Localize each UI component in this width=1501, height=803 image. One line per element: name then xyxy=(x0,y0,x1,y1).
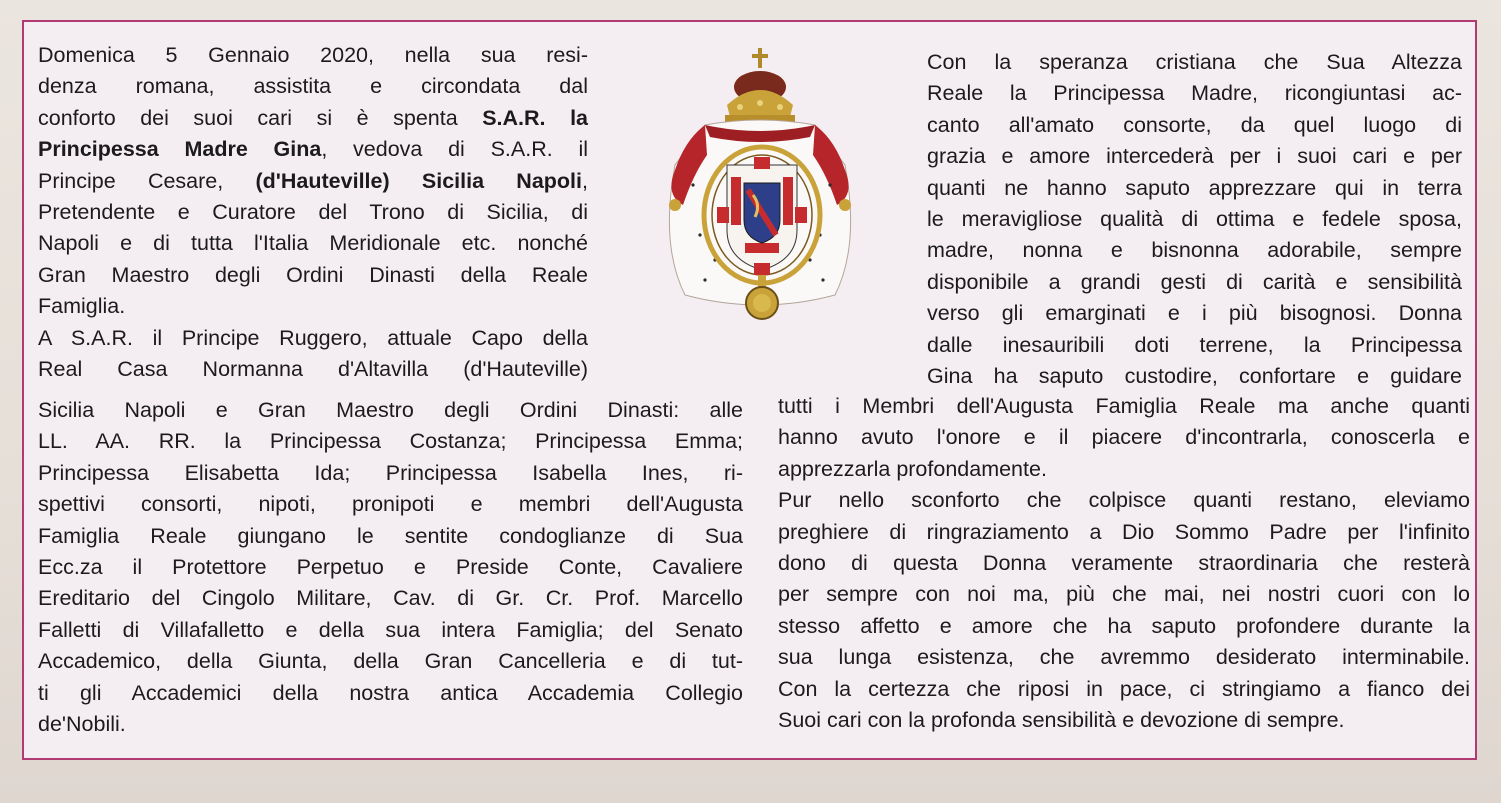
text-line: preghiere di ringraziamento a Dio Sommo Padre per l'infinito xyxy=(778,519,1470,544)
deceased-name: Principessa Madre Gina xyxy=(38,137,322,162)
text-line: Principessa Elisabetta Ida; Principessa Isabella Ines, ri- xyxy=(38,460,743,485)
text-line: spettivi consorti, nipoti, pronipoti e membri dell'Augusta xyxy=(38,492,743,517)
text-line: Sicilia Napoli e Gran Maestro degli Ordini Dinasti: alle xyxy=(38,398,743,422)
text-line: dono di questa Donna veramente straordinaria che resterà xyxy=(778,551,1470,576)
text-line: Famiglia Reale giungano le sentite condoglianze di Sua xyxy=(38,523,743,548)
right-column-text xyxy=(927,47,1462,392)
text-line: Pretendente e Curatore del Trono di Sicilia, di xyxy=(38,200,588,225)
text-line: stesso affetto e amore che ha saputo profondere durante la xyxy=(778,613,1470,638)
text-line: Gran Maestro degli Ordini Dinasti della Reale xyxy=(38,262,588,287)
text-line: LL. AA. RR. la Principessa Costanza; Principessa Emma; xyxy=(38,429,743,454)
text-line: Falletti di Villafalletto e della sua intera Famiglia; del Senato xyxy=(38,617,743,642)
text-line: grazia e amore intercederà per i suoi cari e per xyxy=(927,144,1462,169)
text-line: verso gli emarginati e i più bisognosi. Donna xyxy=(927,301,1462,326)
text-line: apprezzarla profondamente. xyxy=(778,456,1047,481)
text-line: madre, nonna e bisnonna adorabile, sempre xyxy=(927,238,1462,263)
text-line: disponibile a grandi gesti di carità e sensibilità xyxy=(927,269,1462,294)
text-line: sua lunga esistenza, che avremmo desiderato interminabile. xyxy=(778,645,1470,670)
text-line: canto all'amato consorte, da quel luogo di xyxy=(927,112,1462,137)
text-line: per sempre con noi ma, più che mai, nei nostri cuori con lo xyxy=(778,582,1470,607)
text-line: Pur nello sconforto che colpisce quanti restano, eleviamo xyxy=(778,488,1470,513)
coat-of-arms-icon xyxy=(645,45,880,330)
text-line: Principe Cesare, (d'Hauteville) Sicilia Napoli, xyxy=(38,168,588,193)
text-line: Napoli e di tutta l'Italia Meridionale etc. nonché xyxy=(38,231,588,256)
text-line: le meravigliose qualità di ottima e fedele sposa, xyxy=(927,207,1462,232)
text-line: Con la speranza cristiana che Sua Altezza xyxy=(927,50,1462,74)
text-line: dalle inesauribili doti terrene, la Principessa xyxy=(927,332,1462,357)
text-line: Ecc.za il Protettore Perpetuo e Preside Conte, Cavaliere xyxy=(38,555,743,580)
left-column-text xyxy=(38,40,588,385)
text-line: Reale la Principessa Madre, ricongiuntasi ac- xyxy=(927,81,1462,106)
text-line: Ereditario del Cingolo Militare, Cav. di Gr. Cr. Prof. Marcello xyxy=(38,586,743,611)
text-line: quanti ne hanno saputo apprezzare qui in terra xyxy=(927,175,1462,200)
text-line: Suoi cari con la profonda sensibilità e devozione di sempre. xyxy=(778,708,1345,733)
text-line: denza romana, assistita e circondata dal xyxy=(38,74,588,99)
text-line: tutti i Membri dell'Augusta Famiglia Reale ma anche quanti xyxy=(778,394,1470,418)
text-line: Domenica 5 Gennaio 2020, nella sua resi- xyxy=(38,43,588,67)
lower-left-text xyxy=(38,395,743,740)
text-line: hanno avuto l'onore e il piacere d'incontrarla, conoscerla e xyxy=(778,425,1470,450)
text-line: Accademico, della Giunta, della Gran Cancelleria e di tut- xyxy=(38,649,743,674)
text-line: Gina ha saputo custodire, confortare e guidare xyxy=(927,364,1462,389)
text-line: Real Casa Normanna d'Altavilla (d'Hauteville) xyxy=(38,357,588,382)
text-line: Principessa Madre Gina, vedova di S.A.R. il xyxy=(38,137,588,162)
text-line: ti gli Accademici della nostra antica Accademia Collegio xyxy=(38,680,743,705)
house-name: (d'Hauteville) Sicilia Napoli xyxy=(255,168,583,193)
text-line: A S.A.R. il Principe Ruggero, attuale Capo della xyxy=(38,325,588,350)
text-line: de'Nobili. xyxy=(38,712,126,737)
text-line: Famiglia. xyxy=(38,294,126,319)
text-line: Con la certezza che riposi in pace, ci stringiamo a fianco dei xyxy=(778,676,1470,701)
text-line: conforto dei suoi cari si è spenta S.A.R. la xyxy=(38,105,588,130)
lower-right-text xyxy=(778,391,1470,736)
deceased-title: S.A.R. la xyxy=(482,105,588,130)
